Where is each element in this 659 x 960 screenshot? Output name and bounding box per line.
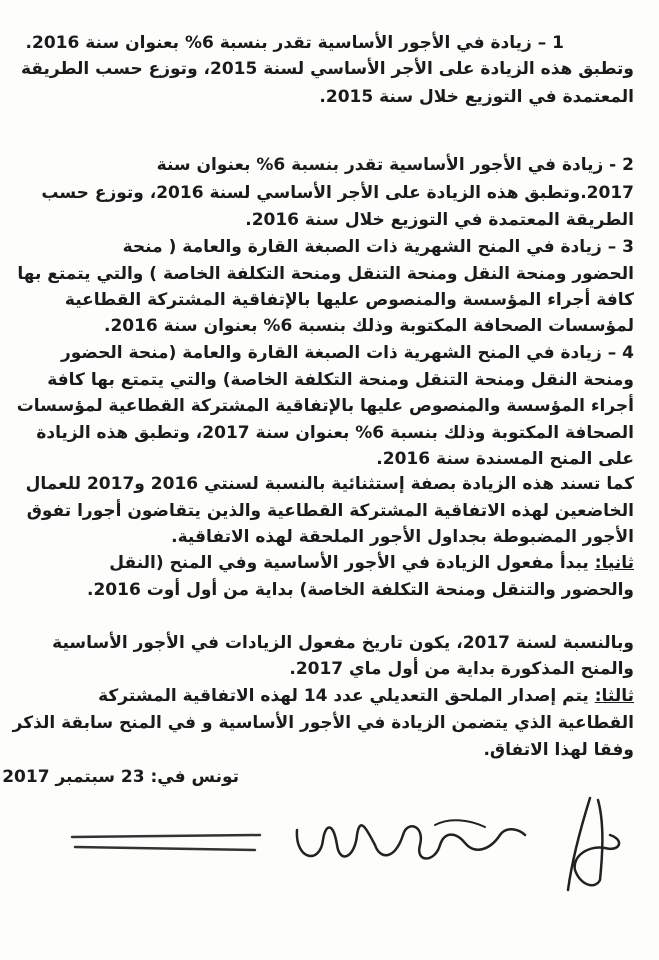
text-line: الطريقة المعتمدة في التوزيع خلال سنة 2016. [245, 210, 634, 230]
text-line [98, 683, 634, 709]
text-line: الصحافة المكتوبة وذلك بنسبة 6% بعنوان سنة 2017، وتطبق هذه الزيادة [36, 423, 634, 443]
text-line: المعتمدة في التوزيع خلال سنة 2015. [319, 87, 634, 107]
signature-middle [285, 805, 535, 875]
text-line: كافة أجراء المؤسسة والمنصوص عليها بالإتفاقية المشتركة القطاعية [64, 290, 634, 310]
text-line: لمؤسسات الصحافة المكتوبة وذلك بنسبة 6% بعنوان سنة 2016. [103, 316, 634, 336]
text-line: الأجور المضبوطة بجداول الأجور الملحقة لهذه الاتفاقية. [171, 527, 634, 547]
signature-left [70, 825, 270, 865]
text-line: القطاعية الذي يتضمن الزيادة في الأجور الأساسية و في المنح سابقة الذكر [12, 713, 634, 733]
section-label: ثانيا: [594, 553, 634, 573]
text-line: وتطبق هذه الزيادة على الأجر الأساسي لسنة 2015، وتوزع حسب الطريقة [20, 59, 634, 79]
text-line: 1 – زيادة في الأجور الأساسية تقدر بنسبة 6% بعنوان سنة 2016. [25, 33, 564, 53]
text-line: وبالنسبة لسنة 2017، يكون تاريخ مفعول الزيادات في الأجور الأساسية [52, 633, 634, 653]
text-span: يبدأ مفعول الزيادة في الأجور الأساسية وفي المنح (النقل [109, 553, 589, 573]
text-line: والحضور والتنقل ومنحة التكلفة الخاصة) بداية من أول أوت 2016. [87, 580, 634, 600]
text-line: وفقا لهذا الاتفاق. [483, 740, 634, 760]
section-label: ثالثا: [594, 686, 634, 706]
text-line: 2 - زيادة في الأجور الأساسية تقدر بنسبة 6% بعنوان سنة [156, 155, 634, 175]
text-line: الخاضعين لهذه الاتفاقية المشتركة القطاعية والذين يتقاضون أجورا تفوق [26, 501, 634, 521]
text-line: ومنحة النقل ومنحة التنقل ومنحة التكلفة الخاصة) والتي يتمتع بها كافة [47, 370, 634, 390]
text-line [109, 550, 634, 576]
text-line: 2017.وتطبق هذه الزيادة على الأجر الأساسي لسنة 2016، وتوزع حسب [41, 183, 634, 203]
text-line: على المنح المسندة سنة 2016. [376, 449, 634, 469]
date-line: تونس في: 23 سبتمبر 2017 [2, 767, 239, 787]
text-line: الحضور ومنحة النقل ومنحة التنقل ومنحة التكلفة الخاصة ) والتي يتمتع بها [17, 264, 634, 284]
text-line: 4 – زيادة في المنح الشهرية ذات الصبغة القارة والعامة (منحة الحضور [60, 343, 634, 363]
text-span: يتم إصدار الملحق التعديلي عدد 14 لهذه الاتفاقية المشتركة [98, 686, 589, 706]
text-line: كما تسند هذه الزيادة بصفة إستثنائية بالنسبة لسنتي 2016 و2017 للعمال [25, 474, 634, 494]
text-line: أجراء المؤسسة والمنصوص عليها بالإتفاقية المشتركة القطاعية لمؤسسات [16, 396, 634, 416]
text-line: والمنح المذكورة بداية من أول ماي 2017. [289, 659, 634, 679]
text-line: 3 – زيادة في المنح الشهرية ذات الصبغة القارة والعامة ( منحة [122, 237, 634, 257]
signature-right [550, 790, 640, 900]
